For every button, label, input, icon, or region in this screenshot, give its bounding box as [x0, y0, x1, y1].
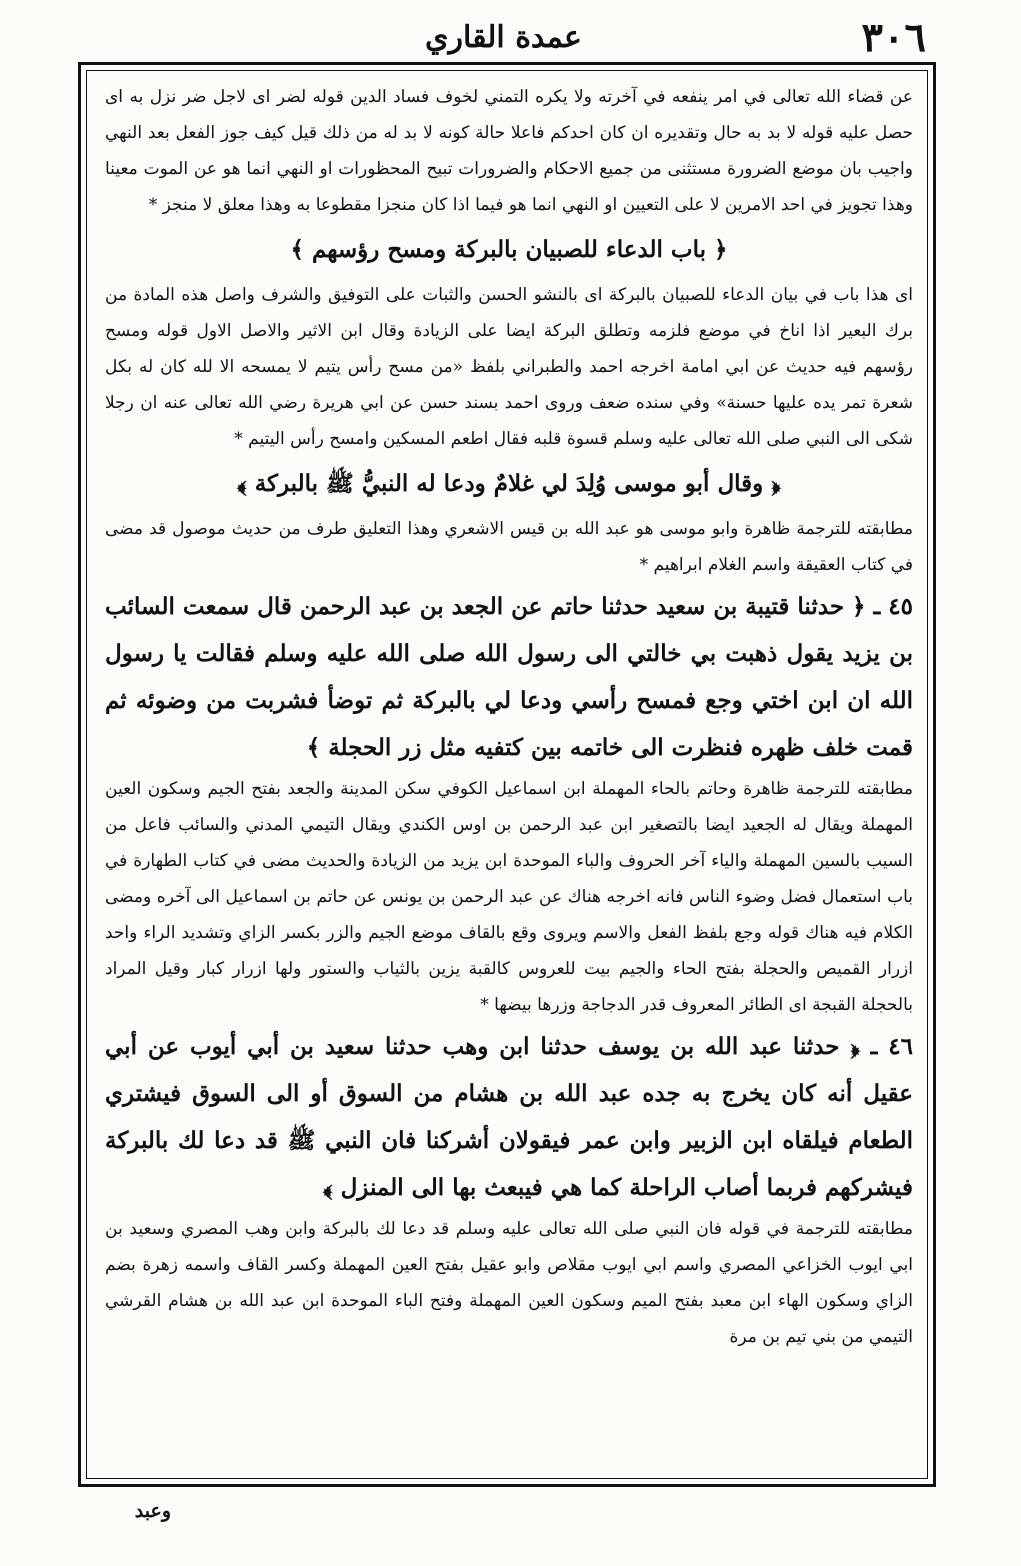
commentary-paragraph: مطابقته للترجمة ظاهرة وحاتم بالحاء المهملة ابن اسماعيل الكوفي سكن المدينة والجعد بفتح الجيم وسكون العين المهملة ويقال له الجعيد ايضا بالتصغير ابن عبد الرحمن بن اوس الكندي ويقال التيمي المدني والسائب فاعل من السيب بالسين المهملة والياء آخر الحروف والباء الموحدة ابن يزيد من الزيادة والحديث مضى في كتاب الطهارة في باب استعمال فضل وضوء الناس فانه اخرجه هناك عن عبد الرحمن بن يونس عن حاتم بن اسماعيل الى آخره ومضى الكلام فيه هناك قوله وجع بلفظ الفعل والاسم ويروى وقع بالقاف موضع الجيم والزر بكسر الزاي وتشديد الراء واحد ازرار القميص والحجلة بفتح الحاء والجيم بيت للعروس كالقبة يزين بالثياب والستور ولها ازرار كبار وقيل المراد بالحجلة القبجة اى الطائر المعروف قدر الدجاجة وزرها بيضها * [105, 779, 913, 1015]
chapter-heading: ﴿ باب الدعاء للصبيان بالبركة ومسح رؤسهم ﴾ [290, 236, 728, 263]
running-title: عمدة القاري [425, 20, 582, 55]
hadith-text: ٤٦ ـ ﴿ حدثنا عبد الله بن يوسف حدثنا ابن وهب حدثنا سعيد بن أبي أيوب عن أبي عقيل أنه كان يخرج به جده عبد الله بن هشام من السوق أو الى السوق فيشتري الطعام فيلقاه ابن الزبير وابن عمر فيقولان أشركنا فان النبي ﷺ قد دعا لك بالبركة فيشركهم فربما أصاب الراحلة كما هي فيبعث بها الى المنزل ﴾ [105, 1033, 913, 1201]
commentary-paragraph: مطابقته للترجمة في قوله فان النبي صلى الله تعالى عليه وسلم قد دعا لك بالبركة وابن وهب المصري وسعيد بن ابي ايوب الخزاعي المصري واسم ابي ايوب مقلاص وابو عقيل بفتح العين المهملة وكسر القاف واسمه زهرة بضم الزاي وسكون الهاء ابن معبد بفتح الميم وسكون العين المهملة وفتح الباء الموحدة ابن عبد الله بن هشام القرشي التيمي من بني تيم بن مرة [105, 1219, 913, 1347]
page-number: ٣٠٦ [861, 14, 926, 61]
page-content [105, 79, 913, 1472]
chapter-heading: ﴿ وقال أبو موسى وُلِدَ لي غلامٌ ودعا له النبيُّ ﷺ بالبركة ﴾ [237, 470, 781, 497]
catchword: وعبد [134, 1500, 171, 1522]
page-header [95, 10, 926, 65]
commentary-paragraph: عن قضاء الله تعالى في امر ينفعه في آخرته ولا يكره التمني لخوف فساد الدين قوله لضر اى لاجل ضر نزل به اى حصل عليه قوله لا بد به حال وتقديره ان كان احدكم فاعلا حالة كونه لا بد له من ذلك قيل كيف جوز الفعل بعد النهي واجيب بان موضع الضرورة مستثنى من جميع الاحكام والضرورات تبيح المحظورات او النهي انما هو عن الموت معينا وهذا تجويز في احد الامرين لا على التعيين او النهي انما هو فيما اذا كان منجزا مقطوعا به وهذا معلق لا منجز * [105, 87, 913, 215]
commentary-paragraph: مطابقته للترجمة ظاهرة وابو موسى هو عبد الله بن قيس الاشعري وهذا التعليق طرف من حديث موصول قد مضى في كتاب العقيقة واسم الغلام ابراهيم * [105, 519, 913, 575]
page-frame-inner [86, 70, 928, 1479]
hadith-text: ٤٥ ـ ﴿ حدثنا قتيبة بن سعيد حدثنا حاتم عن الجعد بن عبد الرحمن قال سمعت السائب بن يزيد يقول ذهبت بي خالتي الى رسول الله صلى الله عليه وسلم فقالت يا رسول الله ان ابن اختي وجع فمسح رأسي ودعا لي بالبركة ثم توضأ فشربت من وضوئه ثم قمت خلف ظهره فنظرت الى خاتمه بين كتفيه مثل زر الحجلة ﴾ [105, 593, 913, 761]
commentary-paragraph: اى هذا باب في بيان الدعاء للصبيان بالبركة اى بالنشو الحسن والثبات على التوفيق والشرف واصل هذه المادة من برك البعير اذا اناخ في موضع فلزمه وتطلق البركة ايضا على الزيادة وقال ابن الاثير والاصل الاول قوله ومسح رؤسهم فيه حديث عن ابي امامة اخرجه احمد والطبراني بلفظ «من مسح رأس يتيم لا يمسحه الا لله كان له بكل شعرة تمر يده عليها حسنة» وفي سنده ضعف وروى احمد بسند حسن عن ابي هريرة رضي الله تعالى عنه ان رجلا شكى الى النبي صلى الله تعالى عليه وسلم قسوة قلبه فقال اطعم المسكين وامسح رأس اليتيم * [105, 285, 913, 449]
page-frame [78, 62, 936, 1487]
